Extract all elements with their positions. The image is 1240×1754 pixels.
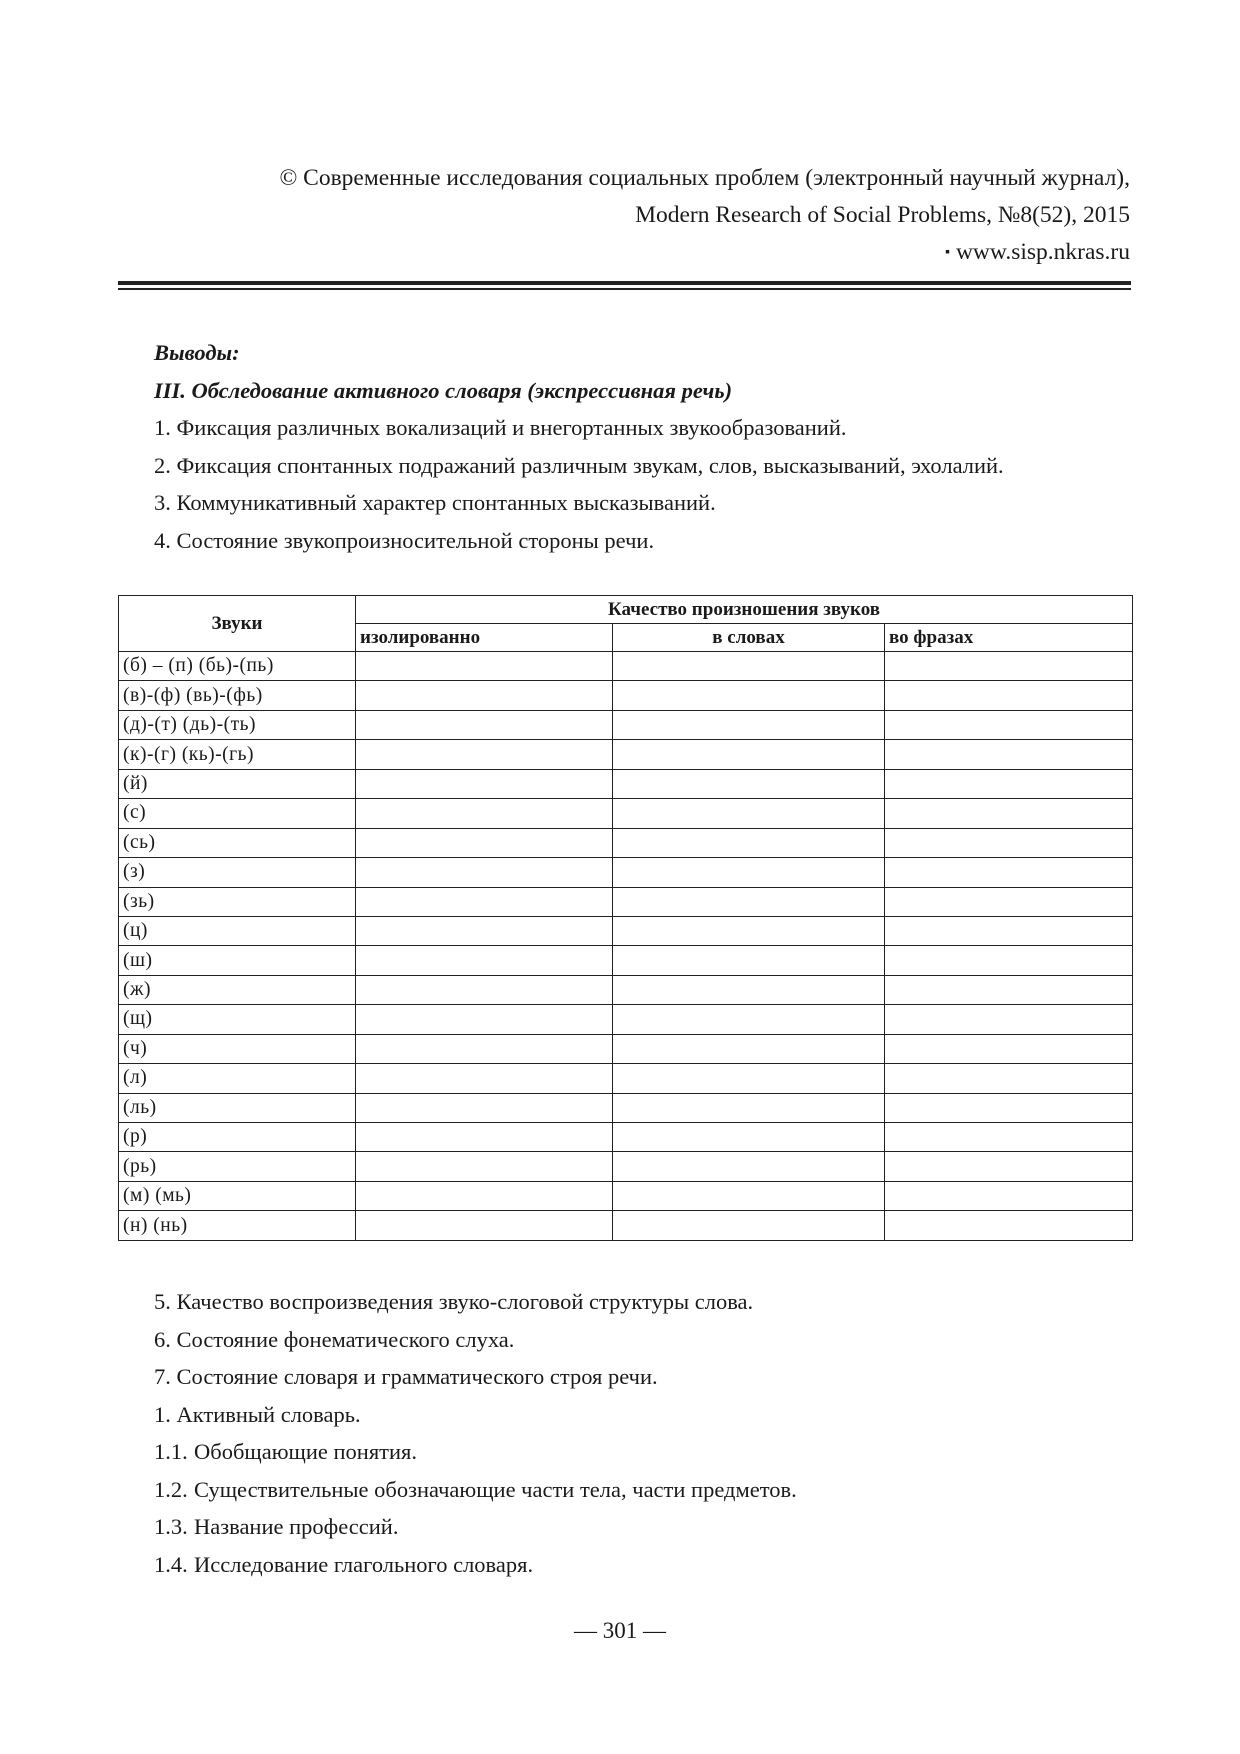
journal-site-line: [130, 234, 1130, 271]
table-row: [119, 799, 1133, 828]
in-phrases-cell[interactable]: [885, 1123, 1133, 1152]
in-words-cell[interactable]: [613, 710, 885, 739]
item-number: 1.1.: [154, 1439, 188, 1464]
table-row: [119, 1093, 1133, 1122]
sound-label: (к)-(г) (кь)-(гь): [119, 740, 356, 769]
page-number: — 301 —: [574, 1618, 666, 1643]
sound-pronunciation-table: [118, 595, 1133, 1241]
list-item: [154, 1546, 1114, 1584]
journal-title-line: © Современные исследования социальных проблем (электронный научный журнал),: [279, 165, 1130, 191]
header-sounds: Звуки: [119, 596, 356, 652]
item-number: 1.4.: [154, 1551, 188, 1577]
in-words-cell[interactable]: [613, 1005, 885, 1034]
isolated-cell[interactable]: [356, 1034, 613, 1063]
list-item: 4. Состояние звукопроизносительной стороны речи.: [154, 527, 655, 553]
in-phrases-cell[interactable]: [885, 975, 1133, 1004]
in-phrases-cell[interactable]: [885, 828, 1133, 857]
in-words-cell[interactable]: [613, 946, 885, 975]
sound-label: (з): [119, 858, 356, 887]
in-phrases-cell[interactable]: [885, 1181, 1133, 1210]
isolated-cell[interactable]: [356, 858, 613, 887]
item-number: 7.: [154, 1364, 171, 1389]
isolated-cell[interactable]: [356, 1064, 613, 1093]
item-number: 1.2.: [154, 1476, 188, 1502]
conclusions-heading: Выводы:: [154, 340, 240, 365]
list-item: 3. Коммуникативный характер спонтанных высказываний.: [154, 490, 716, 515]
header-in-words: в словах: [613, 624, 885, 652]
in-phrases-cell[interactable]: [885, 1064, 1133, 1093]
sound-label: (ж): [119, 975, 356, 1004]
isolated-cell[interactable]: [356, 1181, 613, 1210]
header-rule-thick: [118, 281, 1131, 285]
in-phrases-cell[interactable]: [885, 1005, 1133, 1034]
in-words-cell[interactable]: [613, 799, 885, 828]
item-text: Состояние фонематического слуха.: [176, 1326, 515, 1352]
journal-header: [130, 160, 1130, 271]
item-text: Существительные обозначающие части тела, части предметов.: [194, 1476, 797, 1502]
in-phrases-cell[interactable]: [885, 710, 1133, 739]
in-words-cell[interactable]: [613, 1152, 885, 1181]
isolated-cell[interactable]: [356, 799, 613, 828]
in-phrases-cell[interactable]: [885, 769, 1133, 798]
item-text: Качество воспроизведения звуко-слоговой структуры слова.: [176, 1289, 754, 1314]
in-phrases-cell[interactable]: [885, 1152, 1133, 1181]
list-item: [154, 1283, 1114, 1321]
table-row: [119, 681, 1133, 710]
list-item: 2. Фиксация спонтанных подражаний различным звукам, слов, высказываний, эхолалий.: [154, 452, 1004, 478]
list-item: [154, 1471, 1114, 1509]
in-words-cell[interactable]: [613, 858, 885, 887]
item-text: Исследование глагольного словаря.: [194, 1551, 534, 1577]
table-row: [119, 946, 1133, 975]
in-phrases-cell[interactable]: [885, 652, 1133, 681]
item-number: 5.: [154, 1289, 171, 1314]
item-number: 1.: [154, 1401, 171, 1427]
in-words-cell[interactable]: [613, 1181, 885, 1210]
sound-label: (ц): [119, 916, 356, 945]
isolated-cell[interactable]: [356, 681, 613, 710]
in-words-cell[interactable]: [613, 828, 885, 857]
item-text: Активный словарь.: [176, 1401, 361, 1427]
in-words-cell[interactable]: [613, 1123, 885, 1152]
list-item: [154, 1321, 1114, 1359]
sound-label: (сь): [119, 828, 356, 857]
sound-label: (р): [119, 1123, 356, 1152]
in-phrases-cell[interactable]: [885, 1093, 1133, 1122]
sound-label: (ль): [119, 1093, 356, 1122]
in-words-cell[interactable]: [613, 1211, 885, 1241]
in-words-cell[interactable]: [613, 652, 885, 681]
isolated-cell[interactable]: [356, 1123, 613, 1152]
journal-url[interactable]: www.sisp.nkras.ru: [955, 239, 1130, 265]
in-words-cell[interactable]: [613, 1064, 885, 1093]
table-row: [119, 1211, 1133, 1241]
isolated-cell[interactable]: [356, 1152, 613, 1181]
table-row: [119, 769, 1133, 798]
table-row: [119, 858, 1133, 887]
isolated-cell[interactable]: [356, 652, 613, 681]
table-row: [119, 652, 1133, 681]
in-phrases-cell[interactable]: [885, 1034, 1133, 1063]
table-row: [119, 975, 1133, 1004]
item-text: Обобщающие понятия.: [194, 1439, 418, 1464]
list-item: [154, 1433, 1114, 1471]
in-words-cell[interactable]: [613, 1093, 885, 1122]
in-phrases-cell[interactable]: [885, 887, 1133, 916]
table-row: [119, 828, 1133, 857]
in-words-cell[interactable]: [613, 740, 885, 769]
sound-label: (д)-(т) (дь)-(ть): [119, 710, 356, 739]
sound-label: (б) – (п) (бь)-(пь): [119, 652, 356, 681]
header-isolated: изолированно: [356, 624, 613, 652]
in-words-cell[interactable]: [613, 681, 885, 710]
isolated-cell[interactable]: [356, 1211, 613, 1241]
isolated-cell[interactable]: [356, 1005, 613, 1034]
isolated-cell[interactable]: [356, 887, 613, 916]
header-in-phrases: во фразах: [885, 624, 1133, 652]
sound-label: (в)-(ф) (вь)-(фь): [119, 681, 356, 710]
table-row: [119, 740, 1133, 769]
table-row: [119, 916, 1133, 945]
table-row: [119, 1064, 1133, 1093]
isolated-cell[interactable]: [356, 710, 613, 739]
table-row: [119, 1152, 1133, 1181]
in-phrases-cell[interactable]: [885, 681, 1133, 710]
in-phrases-cell[interactable]: [885, 799, 1133, 828]
in-phrases-cell[interactable]: [885, 858, 1133, 887]
header-rule-thin: [118, 288, 1131, 290]
in-phrases-cell[interactable]: [885, 1211, 1133, 1241]
table-body: [119, 652, 1133, 1241]
table-row: [119, 710, 1133, 739]
in-phrases-cell[interactable]: [885, 740, 1133, 769]
in-words-cell[interactable]: [613, 887, 885, 916]
section-heading: III. Обследование активного словаря (экспрессивная речь): [154, 377, 733, 403]
isolated-cell[interactable]: [356, 740, 613, 769]
list-item: 1. Фиксация различных вокализаций и внегортанных звукообразований.: [154, 415, 847, 440]
table-row: [119, 1034, 1133, 1063]
in-words-cell[interactable]: [613, 916, 885, 945]
item-text: Состояние словаря и грамматического строя речи.: [176, 1364, 658, 1389]
isolated-cell[interactable]: [356, 1093, 613, 1122]
sound-label: (ч): [119, 1034, 356, 1063]
isolated-cell[interactable]: [356, 916, 613, 945]
bottom-list: [154, 1283, 1114, 1583]
sound-label: (й): [119, 769, 356, 798]
item-number: 6.: [154, 1326, 171, 1352]
in-phrases-cell[interactable]: [885, 946, 1133, 975]
sound-label: (л): [119, 1064, 356, 1093]
sound-label: (зь): [119, 887, 356, 916]
table-row: [119, 1181, 1133, 1210]
sound-label: (рь): [119, 1152, 356, 1181]
journal-issue-line: Modern Research of Social Problems, №8(52), 2015: [635, 202, 1130, 228]
sound-label: (ш): [119, 946, 356, 975]
bullet-icon: ▪: [945, 245, 951, 260]
in-words-cell[interactable]: [613, 1034, 885, 1063]
conclusions-section: [154, 334, 1114, 559]
sound-label: (с): [119, 799, 356, 828]
sound-label: (м) (мь): [119, 1181, 356, 1210]
list-item: [154, 1508, 1114, 1546]
in-words-cell[interactable]: [613, 769, 885, 798]
list-item: [154, 1358, 1114, 1396]
sound-label: (щ): [119, 1005, 356, 1034]
isolated-cell[interactable]: [356, 946, 613, 975]
in-words-cell[interactable]: [613, 975, 885, 1004]
list-item: [154, 1396, 1114, 1434]
isolated-cell[interactable]: [356, 769, 613, 798]
table-row: [119, 1123, 1133, 1152]
table-row: [119, 887, 1133, 916]
isolated-cell[interactable]: [356, 975, 613, 1004]
header-quality: Качество произношения звуков: [356, 596, 1133, 624]
item-number: 1.3.: [154, 1514, 188, 1539]
item-text: Название профессий.: [194, 1514, 399, 1539]
sound-label: (н) (нь): [119, 1211, 356, 1241]
table-row: [119, 1005, 1133, 1034]
in-phrases-cell[interactable]: [885, 916, 1133, 945]
isolated-cell[interactable]: [356, 828, 613, 857]
